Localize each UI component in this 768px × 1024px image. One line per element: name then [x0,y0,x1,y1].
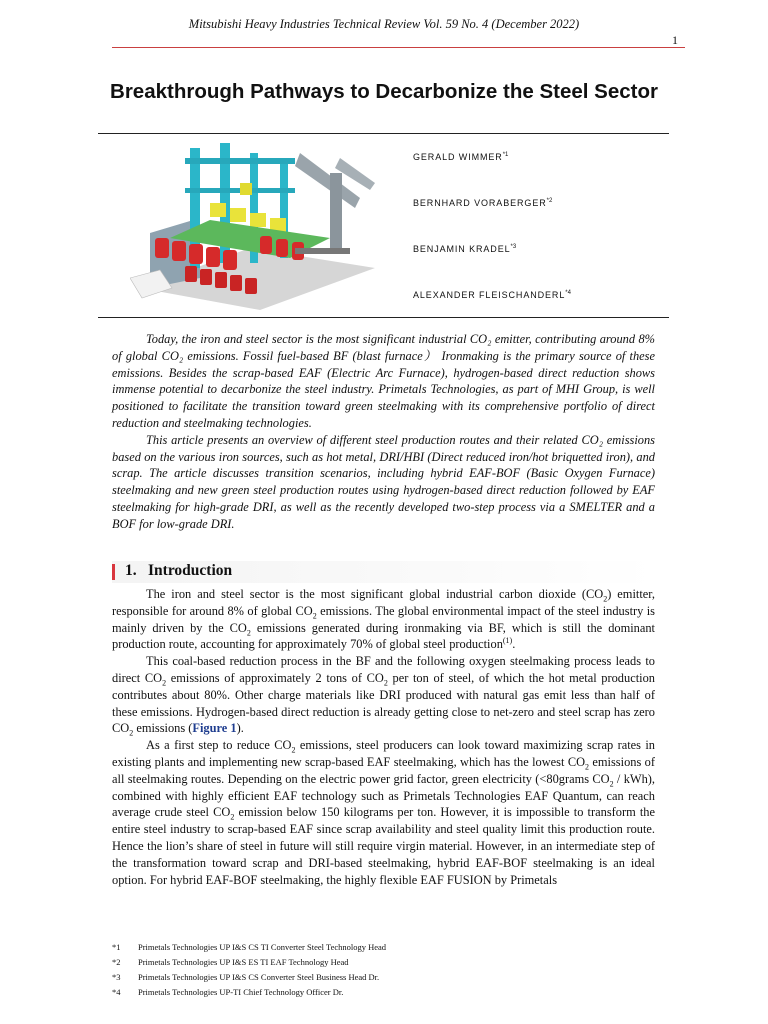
body-paragraph-2: This coal-based reduction process in the BF and the following oxygen steelmaking process leads to direct $CO_2$ emissions of approximately 2 tons of $CO_2$ per ton of steel, of which the hot metal production contributes about 80%. Other charge materials like DRI produced with natural gas emit less than half of these emissions. Hydrogen-based direct reduction is already getting close to net-zero and steel scrap has zero $CO_2$ emissions (Figure 1). [112,654,655,738]
author-4: ALEXANDER FLEISCHANDERL$^{*4}$ [413,290,571,300]
page-number: 1 [672,33,678,47]
title-block-bottom-rule [98,317,669,318]
section-heading-introduction [112,561,655,583]
author-3: BENJAMIN KRADEL$^{*3}$ [413,244,517,254]
author-1: GERALD WIMMER$^{*1}$ [413,152,509,162]
section-number: 1. [125,562,137,579]
journal-header: Mitsubishi Heavy Industries Technical Review Vol. 59 No. 4 (December 2022) [188,17,580,31]
footnote-3: *3 Primetals Technologies UP I&S CS Converter Steel Business Head Dr. [112,972,380,982]
section-accent-bar [112,564,115,580]
abstract [112,331,655,533]
abstract-paragraph-1: Today, the iron and steel sector is the most significant industrial CO₂ emitter, contributing around 8% of global CO₂ emissions. Fossil fuel-based BF (blast furnace） Ironmaking is the primary source of these emissions. Besides the scrap-based EAF (Electric Arc Furnace), hydrogen-based direct reduction shows immense potential to decarbonize the steel industry. Primetals Technologies, as part of MHI Group, is well positioned to facilitate the transition toward green steelmaking with its comprehensive portfolio of direct reduction and steelmaking technologies. [112,332,655,430]
body-paragraph-3: As a first step to reduce $CO_2$ emissions, steel producers can look toward maximizing scrap rates in existing plants and implementing new scrap-based EAF steelmaking, which has the lowest $CO_2$ emissions of all steelmaking routes. Depending on the electric power grid factor, green electricity (<80grams $CO_2 / kWh$), combined with highly efficient EAF technology such as Primetals Technologies EAF Quantum, can reach average crude steel $CO_2$ emission below 150 kilograms per ton. However, it is impossible to transform the entire steel industry to scrap-based EAF since scrap availability and steel quality limit this production route. Hence the lion’s share of steel in future will still require virgin material. However, in an intermediate step of the transformation toward scrap and DRI-based steelmaking, hybrid EAF-BOF steelmaking is an ideal option. For hybrid EAF-BOF steelmaking, the highly flexible EAF FUSION by Primetals [112,738,656,887]
title-block-top-rule [98,133,669,134]
steel-plant-illustration [130,138,380,314]
body-text [112,586,655,888]
body-paragraph-1: The iron and steel sector is the most significant global industrial carbon dioxide $(CO_2)$ emitter, responsible for around 8% of global $CO_2$ emissions. The global environmental impact of the steel industry is mainly driven by the $CO_2$ emissions generated during ironmaking via BF, which is still the dominant production route, accounting for approximately 70% of global steel production$^{(1)}$. [112,587,656,652]
footnote-4: *4 Primetals Technologies UP-TI Chief Technology Officer Dr. [112,987,344,997]
figure-1-link[interactable]: Figure 1 [192,721,237,736]
header-rule [112,47,685,48]
citation-1: (1) [502,636,513,646]
footnote-2: *2 Primetals Technologies UP I&S ES TI EAF Technology Head [112,957,349,967]
section-title: Introduction [148,562,233,579]
author-2: BERNHARD VORABERGER$^{*2}$ [413,198,553,208]
article-title: Breakthrough Pathways to Decarbonize the Steel Sector [110,80,658,103]
abstract-paragraph-2: This article presents an overview of different steel production routes and their related CO₂ emissions based on the various iron sources, such as hot metal, DRI/HBI (Direct reduced iron/hot briquetted iron), and scrap. The article discusses transition scenarios, including hybrid EAF-BOF (Basic Oxygen Furnace) steelmaking and new green steel production routes using hydrogen-based direct reduction followed by EAF steelmaking for high-grade DRI, as well as the recently developed two-step process via a SMELTER and a BOF for low-grade DRI. [112,432,655,531]
footnote-1: *1 Primetals Technologies UP I&S CS TI Converter Steel Technology Head [112,942,387,952]
